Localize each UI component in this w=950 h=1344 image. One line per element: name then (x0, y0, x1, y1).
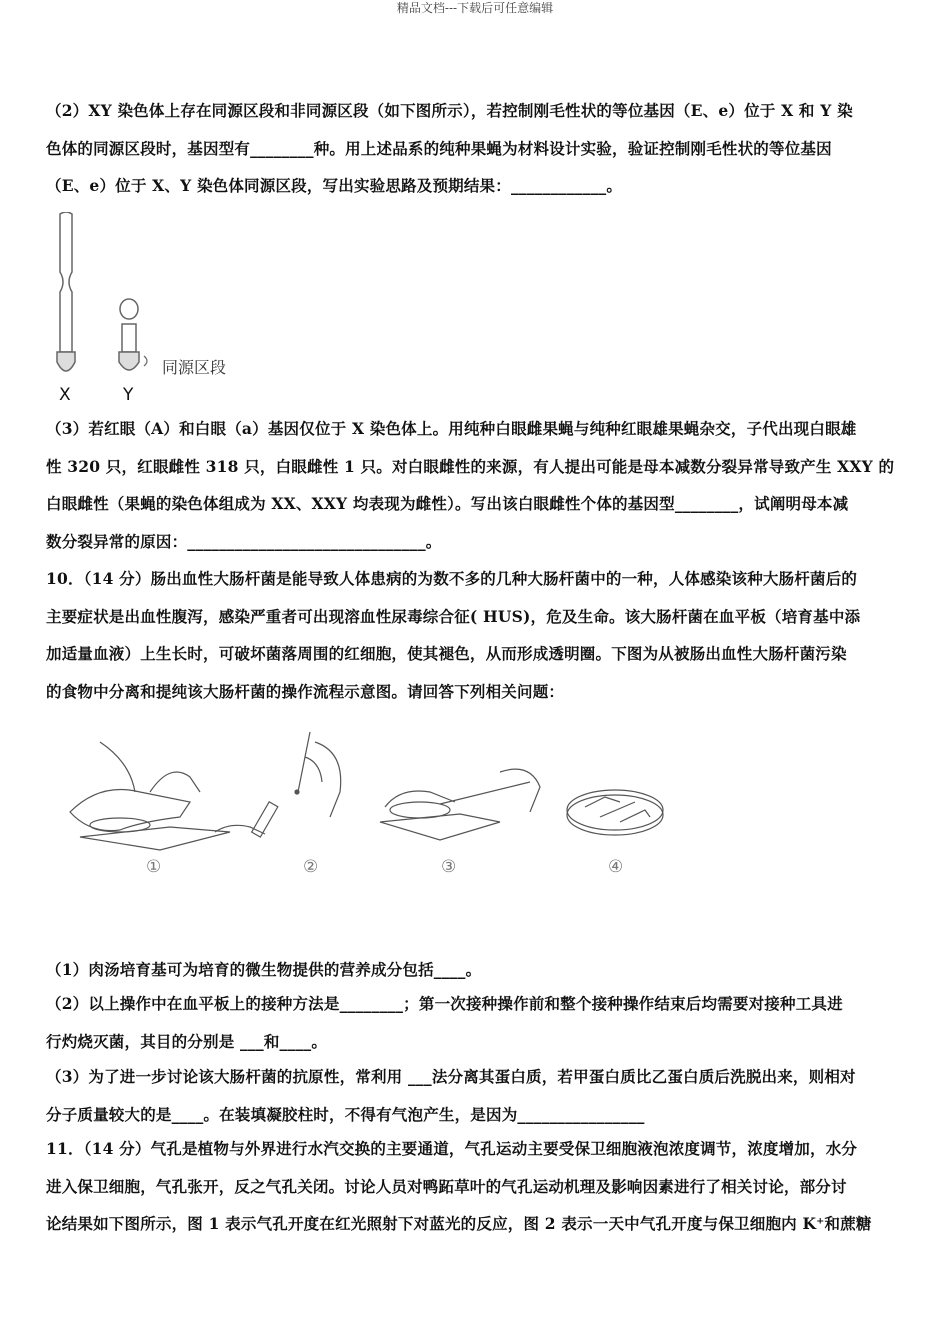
question-10-part-3 (46, 1058, 908, 1133)
step-3-illustration (380, 769, 540, 840)
text-line: 分子质量较大的是____。在装填凝胶柱时，不得有气泡产生，是因为________________ (46, 1104, 645, 1124)
step-label: ③ (441, 857, 457, 877)
question-10-intro (46, 560, 908, 710)
y-chromosome (119, 299, 139, 370)
text-line: 的食物中分离和提纯该大肠杆菌的操作流程示意图。请回答下列相关问题： (46, 681, 565, 701)
text-line: 10．（14 分）肠出血性大肠杆菌是能导致人体患病的为数不多的几种大肠杆菌中的一种，人体感染该种大肠杆菌后的 (46, 569, 858, 588)
x-label: X (59, 385, 71, 405)
text-line: 行灼烧灭菌，其目的分别是 ___和____。 (46, 1031, 328, 1051)
question-9-part-3 (46, 410, 908, 560)
step-label: ① (146, 857, 162, 877)
region-label: 同源区段 (162, 358, 227, 377)
text-line: （2）XY 染色体上存在同源区段和非同源区段（如下图所示），若控制刚毛性状的等位基因（E、e）位于 X 和 Y 染 (46, 101, 853, 120)
region-bracket (144, 356, 147, 366)
text-line: 性 320 只，红眼雌性 318 只，白眼雌性 1 只。对白眼雌性的来源，有人提出可能是母本减数分裂异常导致产生 XXY 的 (46, 456, 895, 476)
step-1-illustration (70, 742, 230, 850)
chromosome-figure (50, 212, 250, 407)
text-line: 色体的同源区段时，基因型有________种。用上述品系的纯种果蝇为材料设计实验，验证控制刚毛性状的等位基因 (46, 138, 832, 158)
text-line: 白眼雌性（果蝇的染色体组成为 XX、XXY 均表现为雌性）。写出该白眼雌性个体的基因型________，试阐明母本减 (46, 494, 849, 513)
step-4-petri-dish (567, 790, 663, 835)
text-line: 论结果如下图所示，图 1 表示气孔开度在红光照射下对蓝光的反应，图 2 表示一天中气孔开度与保卫细胞内 K⁺和蔗糖 (46, 1214, 872, 1233)
step-label: ② (303, 857, 319, 877)
text-line: 进入保卫细胞，气孔张开，反之气孔关闭。讨论人员对鸭跖草叶的气孔运动机理及影响因素进行了相关讨论，部分讨 (46, 1176, 847, 1196)
x-chromosome (57, 212, 75, 371)
text-line: 加适量血液）上生长时，可破坏菌落周围的红细胞，使其褪色，从而形成透明圈。下图为从被肠出血性大肠杆菌污染 (46, 644, 847, 663)
text-line: 主要症状是出血性腹泻，感染严重者可出现溶血性尿毒综合征( HUS)，危及生命。该大肠杆菌在血平板（培育基中添 (46, 606, 861, 626)
question-10-part-1 (46, 951, 908, 989)
text-line: （E、e）位于 X、Y 染色体同源区段，写出实验思路及预期结果：____________。 (46, 176, 623, 195)
step-label: ④ (608, 857, 624, 877)
text-line: （3）若红眼（A）和白眼（a）基因仅位于 X 染色体上。用纯种白眼雌果蝇与纯种红眼雄果蝇杂交，子代出现白眼雄 (46, 419, 857, 438)
question-11 (46, 1130, 908, 1243)
text-line: （2）以上操作中在血平板上的接种方法是________；第一次接种操作前和整个接种操作结束后均需要对接种工具进 (46, 994, 843, 1013)
procedure-figure (60, 722, 680, 882)
step-2-illustration (215, 732, 341, 837)
y-label: Y (123, 385, 134, 405)
text-line: 11．（14 分）气孔是植物与外界进行水汽交换的主要通道，气孔运动主要受保卫细胞液泡浓度调节，浓度增加，水分 (46, 1139, 858, 1158)
text-line: 数分裂异常的原因：______________________________。 (46, 531, 442, 551)
text-line: （3）为了进一步讨论该大肠杆菌的抗原性，常利用 ___法分离其蛋白质，若甲蛋白质比乙蛋白质后洗脱出来，则相对 (46, 1067, 856, 1086)
question-10-part-2 (46, 985, 908, 1060)
question-9-part-2 (46, 92, 908, 205)
page-header: 精品文档---下载后可任意编辑 (396, 1, 554, 15)
text-line: （1）肉汤培育基可为培育的微生物提供的营养成分包括____。 (46, 960, 482, 979)
